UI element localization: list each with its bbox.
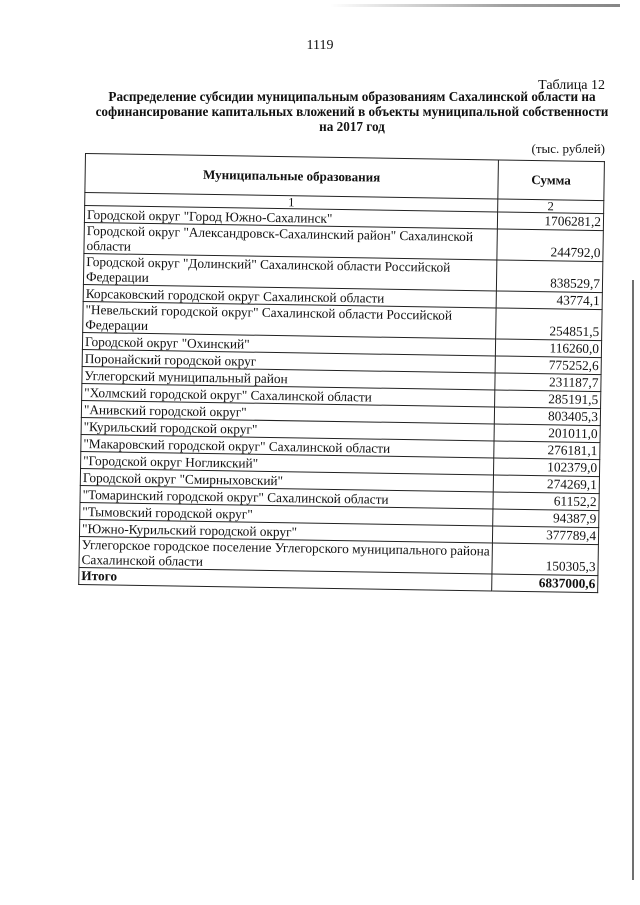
subsidy-sum: 274269,1	[493, 475, 599, 494]
column-number-2: 2	[498, 199, 604, 214]
subsidy-sum: 244792,0	[497, 229, 603, 262]
municipality-name: "Южно-Курильский городской округ"	[79, 519, 492, 542]
units-label: (тыс. рублей)	[531, 141, 605, 156]
municipality-name: Городской округ "Город Южно-Сахалинск"	[84, 206, 497, 229]
municipality-name: "Макаровский городской округ" Сахалинской области	[81, 434, 494, 457]
municipality-name: Городской округ "Смирныховский"	[80, 468, 493, 491]
subsidy-sum: 377789,4	[492, 526, 598, 545]
municipality-name: Корсаковский городской округ Сахалинской области	[83, 284, 496, 307]
subsidy-sum: 43774,1	[496, 291, 602, 310]
table-body	[79, 193, 604, 593]
subsidy-sum: 94387,9	[493, 509, 599, 528]
municipality-name: "Городской округ Ногликский"	[81, 451, 494, 474]
column-header-sum: Сумма	[498, 160, 605, 201]
subsidy-sum: 231187,7	[495, 373, 601, 392]
subsidy-sum: 276181,1	[494, 441, 600, 460]
column-header-municipality: Муниципальные образования	[85, 154, 499, 199]
subsidy-sum: 201011,0	[494, 424, 600, 443]
page-number: 1119	[306, 38, 334, 53]
total-label: Итого	[79, 567, 492, 590]
subsidy-sum: 803405,3	[494, 407, 600, 426]
municipality-name: "Тымовский городской округ"	[80, 502, 493, 525]
subsidy-table	[78, 153, 605, 593]
subsidy-sum: 61152,2	[493, 492, 599, 511]
municipality-name: "Невельский городской округ" Сахалинской области Российской Федерации	[83, 301, 496, 338]
municipality-name: Городской округ "Охинский"	[82, 332, 495, 355]
column-number-1: 1	[85, 193, 498, 212]
municipality-name: "Томаринский городской округ" Сахалинской области	[80, 485, 493, 508]
municipality-name: Углегорское городское поселение Углегорского муниципального района Сахалинской области	[79, 536, 492, 573]
municipality-name: "Курильский городской округ"	[81, 417, 494, 440]
scan-artifact-right	[632, 280, 634, 880]
table-label: Таблица 12	[538, 78, 605, 93]
subsidy-sum: 102379,0	[493, 458, 599, 477]
municipality-name: "Анивский городской округ"	[81, 400, 494, 423]
subsidy-sum: 254851,5	[496, 308, 602, 341]
subsidy-sum: 838529,7	[496, 260, 602, 293]
municipality-name: Углегорский муниципальный район	[82, 366, 495, 389]
municipality-name: Городской округ "Долинский" Сахалинской области Российской Федерации	[83, 253, 496, 290]
subsidy-sum: 1706281,2	[497, 212, 603, 231]
municipality-name: Поронайский городской округ	[82, 349, 495, 372]
total-sum: 6837000,6	[492, 574, 598, 593]
subsidy-sum: 775252,6	[495, 356, 601, 375]
subsidy-sum: 150305,3	[492, 543, 598, 576]
municipality-name: Городской округ "Александровск-Сахалинский район" Сахалинской области	[84, 222, 497, 259]
subsidy-sum: 116260,0	[495, 339, 601, 358]
document-title: Распределение субсидии муниципальным образованиям Сахалинской области на софинансирование капитальных вложений в объекты муниципальной собственности на 2017 год	[95, 89, 609, 134]
scan-artifact-top	[330, 4, 620, 7]
municipality-name: "Холмский городской округ" Сахалинской области	[82, 383, 495, 406]
subsidy-sum: 285191,5	[495, 390, 601, 409]
